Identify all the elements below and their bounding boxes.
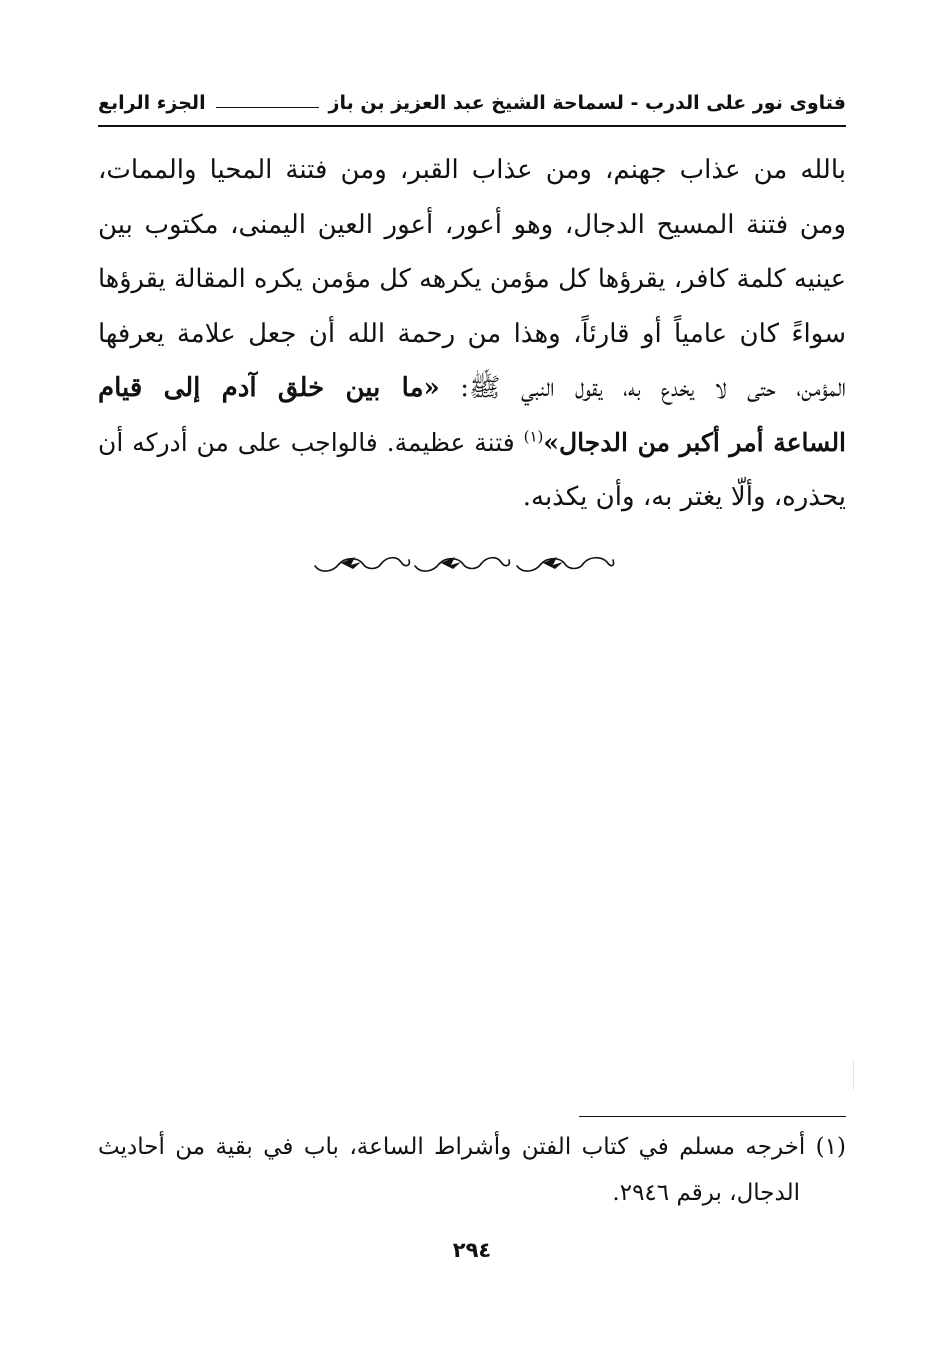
body-line: عينيه كلمة كافر، يقرؤها كل مؤمن يكرهه كل مؤمن يكره المقالة يقرؤها <box>98 264 846 294</box>
page-number: ٢٩٤ <box>452 1238 492 1262</box>
body-line <box>98 361 846 416</box>
footnote-line: الدجال، برقم ٢٩٤٦. <box>612 1180 800 1206</box>
ornament-flourish <box>415 558 509 571</box>
body-text-plain: فتنة عظيمة. فالواجب على من أدركه أن <box>98 427 524 457</box>
ornament-flourish <box>315 558 409 571</box>
body-line <box>98 416 846 471</box>
footnote-reference[interactable]: (١) <box>523 427 544 446</box>
body-line: بالله من عذاب جهنم، ومن عذاب القبر، ومن فتنة المحيا والممات، <box>98 155 846 185</box>
running-header <box>98 86 846 120</box>
ornament-flourish <box>517 558 614 571</box>
header-rule <box>98 125 846 127</box>
body-text-plain: المؤمن، حتى لا يخدع به، يقول النبي ﷺ: <box>439 373 846 403</box>
body-text <box>98 143 846 525</box>
body-line: ومن فتنة المسيح الدجال، وهو أعور، أعور العين اليمنى، مكتوب بين <box>98 209 846 240</box>
header-dash-rule <box>216 107 319 108</box>
decorative-ornament <box>311 548 616 578</box>
footnote-line: (١) أخرجه مسلم في كتاب الفتن وأشراط الساعة، باب في بقية من أحاديث <box>98 1134 846 1160</box>
body-line: سواءً كان عامياً أو قارئاً، وهذا من رحمة الله أن جعل علامة يعرفها <box>98 318 846 349</box>
footnote <box>98 1124 846 1216</box>
scan-artifact <box>853 1060 854 1090</box>
header-book-title: فتاوى نور على الدرب - لسماحة الشيخ عبد العزيز بن باز <box>328 92 846 114</box>
hadith-quote: الساعة أمر أكبر من الدجال» <box>543 427 847 457</box>
footnote-separator <box>579 1116 846 1117</box>
body-line: يحذره، وألّا يغتر به، وأن يكذبه. <box>522 482 846 512</box>
header-volume: الجزء الرابع <box>98 92 206 114</box>
hadith-quote: «ما بين خلق آدم إلى قيام <box>98 373 440 403</box>
